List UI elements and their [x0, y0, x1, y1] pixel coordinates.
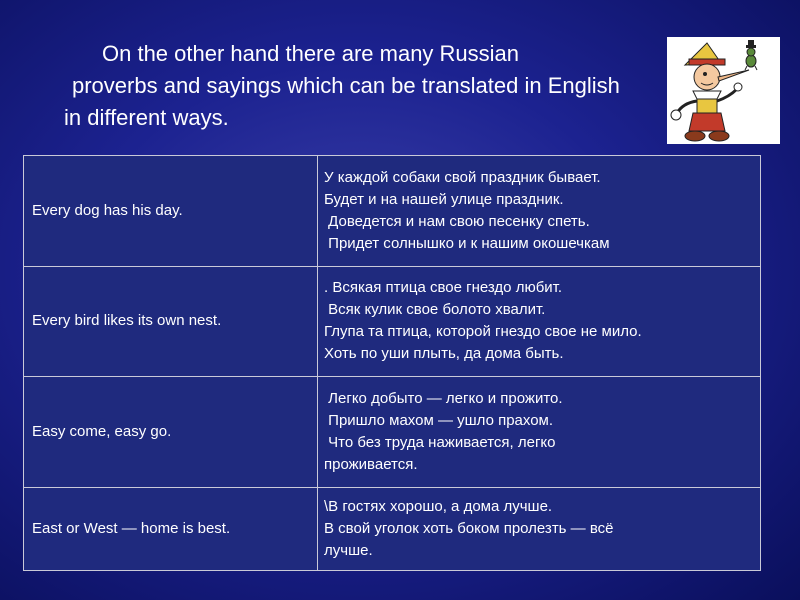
english-proverb: Easy come, easy go.: [24, 377, 318, 488]
russian-line: В свой уголок хоть боком пролезть — всё: [324, 519, 614, 537]
russian-line: Что без труда наживается, легко: [324, 433, 556, 451]
russian-line: Глупа та птица, которой гнездо свое не мило.: [324, 323, 642, 341]
russian-line: Хоть по уши плыть, да дома быть.: [324, 345, 564, 363]
russian-equivalents: [318, 266, 761, 377]
slide-title-line-2: proverbs and sayings which can be translated in English: [72, 73, 620, 98]
russian-line: Пришло махом — ушло прахом.: [324, 411, 554, 429]
russian-line: . Всякая птица свое гнездо любит.: [324, 279, 563, 297]
russian-equivalents: [318, 156, 761, 267]
russian-line: У каждой собаки свой праздник бывает.: [324, 168, 601, 186]
english-proverb: Every bird likes its own nest.: [24, 266, 318, 377]
slide-title-line-3: in different ways.: [64, 105, 229, 130]
table-row: [24, 156, 761, 267]
russian-line: Всяк кулик свое болото хвалит.: [324, 301, 546, 319]
english-proverb: Every dog has his day.: [24, 156, 318, 267]
russian-line: Будет и на нашей улице праздник.: [324, 190, 564, 208]
russian-line: Доведется и нам свою песенку спеть.: [324, 212, 590, 230]
slide-title: [64, 38, 664, 134]
proverbs-table: [23, 155, 761, 571]
russian-line: \В гостях хорошо, а дома лучше.: [324, 497, 553, 515]
russian-line: проживается.: [324, 455, 418, 473]
table-row: [24, 266, 761, 377]
pinocchio-illustration: [667, 37, 780, 144]
english-proverb: East or West — home is best.: [24, 487, 318, 570]
slide-title-line-1: On the other hand there are many Russian: [102, 41, 520, 66]
russian-equivalents: [318, 377, 761, 488]
russian-line: лучше.: [324, 541, 373, 559]
table-row: [24, 487, 761, 570]
pinocchio-icon: [667, 37, 780, 144]
russian-line: Легко добыто — легко и прожито.: [324, 389, 563, 407]
table-row: [24, 377, 761, 488]
russian-line: Придет солнышко и к нашим окошечкам: [324, 234, 610, 252]
russian-equivalents: [318, 487, 761, 570]
